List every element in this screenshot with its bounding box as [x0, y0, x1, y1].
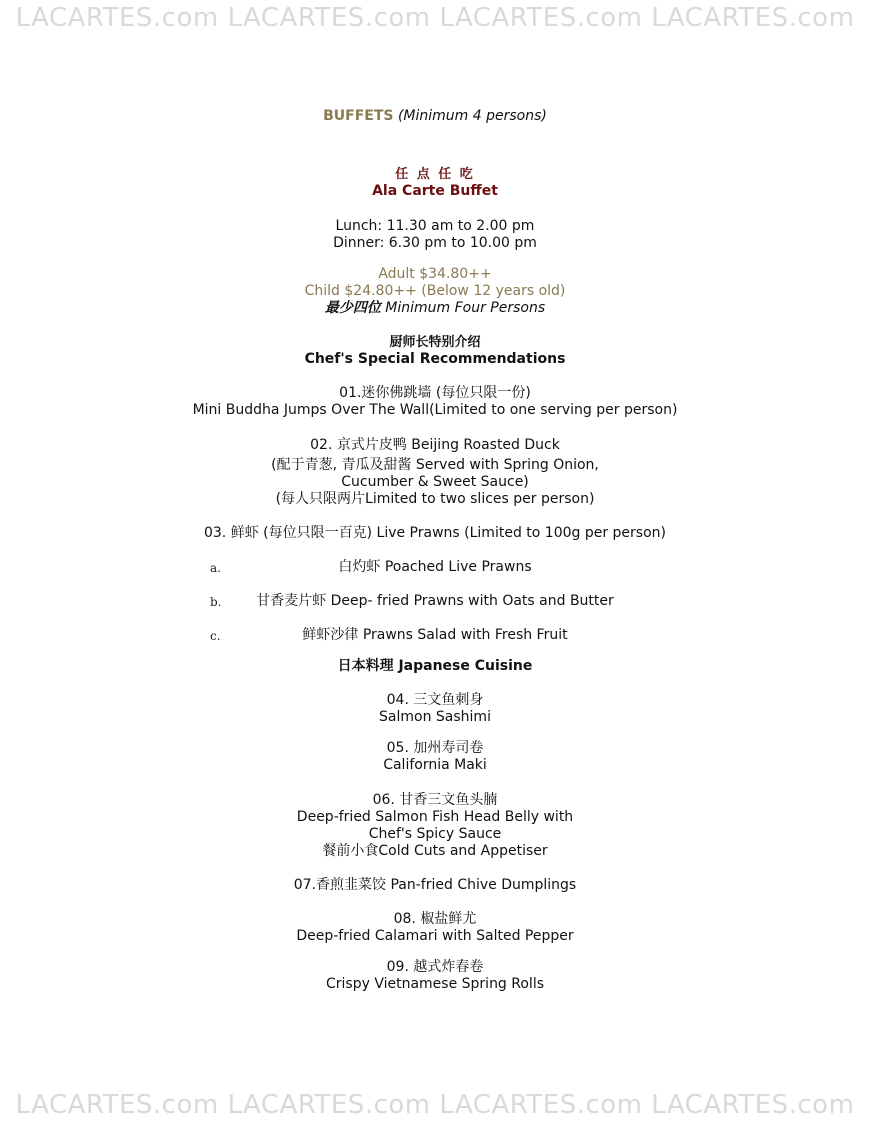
item-05-en: California Maki	[383, 757, 487, 773]
item-02-line-3: Cucumber & Sweet Sauce)	[341, 474, 529, 490]
buffet-name: Ala Carte Buffet	[372, 183, 498, 199]
sub-item-b: 甘香麦片虾 Deep- fried Prawns with Oats and Butter	[256, 593, 614, 609]
adult-price: Adult $34.80++	[378, 266, 492, 282]
minimum-persons	[0, 300, 870, 317]
item-06-en-line-1: Deep-fried Salmon Fish Head Belly with	[296, 809, 574, 825]
buffet-chinese-name: 任 点 任 吃	[395, 167, 475, 182]
buffets-heading	[0, 108, 870, 125]
watermark-bottom: LACARTES.com LACARTES.com LACARTES.com LACARTES.com	[15, 1090, 855, 1120]
sub-item-a-marker: a.	[210, 561, 221, 575]
item-02-line-2: (配于青葱, 青瓜及甜酱 Served with Spring Onion,	[271, 457, 599, 473]
minimum-persons-cn: 最少四位	[324, 300, 381, 316]
dinner-hours: Dinner: 6.30 pm to 10.00 pm	[333, 235, 537, 251]
chef-section-chinese-title: 厨师长特别介绍	[389, 335, 481, 350]
item-03: 03. 鲜虾 (每位只限一百克) Live Prawns (Limited to 100g per person)	[203, 525, 666, 541]
item-05-cn: 05. 加州寿司卷	[386, 740, 484, 756]
item-01-cn: 01.迷你佛跳墙 (每位只限一份)	[339, 385, 531, 401]
sub-item-b-marker: b.	[210, 595, 222, 609]
appetiser: 餐前小食Cold Cuts and Appetiser	[322, 843, 548, 859]
item-09-en: Crispy Vietnamese Spring Rolls	[325, 976, 545, 992]
minimum-persons-en: Minimum Four Persons	[385, 300, 546, 316]
item-04-cn: 04. 三文鱼刺身	[386, 692, 484, 708]
item-06-cn: 06. 甘香三文鱼头腩	[372, 792, 498, 808]
buffets-subtitle: (Minimum 4 persons)	[397, 108, 547, 124]
sub-item-c: 鲜虾沙律 Prawns Salad with Fresh Fruit	[302, 627, 568, 643]
item-08-en: Deep-fried Calamari with Salted Pepper	[296, 928, 574, 944]
item-08-cn: 08. 椒盐鲜尤	[393, 911, 477, 927]
item-09-cn: 09. 越式炸春卷	[386, 959, 484, 975]
japanese-section-title: 日本料理 Japanese Cuisine	[337, 658, 533, 674]
lunch-hours: Lunch: 11.30 am to 2.00 pm	[335, 218, 535, 234]
item-02-line-4: (每人只限两片Limited to two slices per person)	[275, 491, 595, 507]
sub-item-a: 白灼虾 Poached Live Prawns	[338, 559, 532, 575]
sub-item-c-marker: c.	[210, 629, 221, 643]
chef-section-title: Chef's Special Recommendations	[304, 351, 566, 367]
child-price: Child $24.80++ (Below 12 years old)	[304, 283, 566, 299]
watermark-top: LACARTES.com LACARTES.com LACARTES.com LACARTES.com	[15, 3, 855, 33]
item-06-en-line-2: Chef's Spicy Sauce	[368, 826, 502, 842]
item-04-en: Salmon Sashimi	[379, 709, 491, 725]
item-02: 02. 京式片皮鸭 Beijing Roasted Duck	[310, 437, 560, 453]
buffets-title: BUFFETS	[323, 108, 394, 124]
item-07: 07.香煎韭菜饺 Pan-fried Chive Dumplings	[293, 877, 577, 893]
item-01-en: Mini Buddha Jumps Over The Wall(Limited to one serving per person)	[192, 402, 678, 418]
